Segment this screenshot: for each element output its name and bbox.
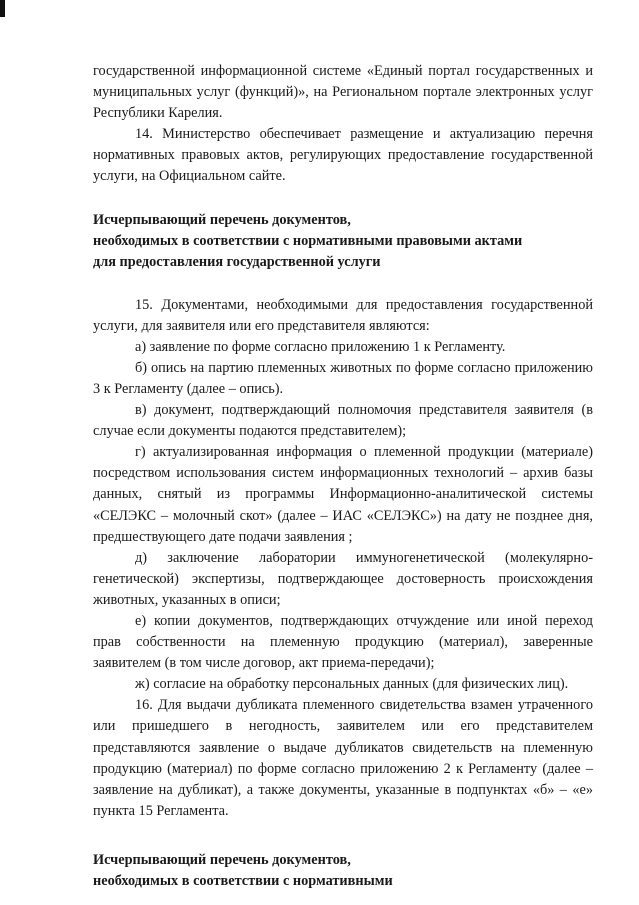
list-item-zh: ж) согласие на обработку персональных данных (для физических лиц).: [135, 676, 569, 693]
heading-line: Исчерпывающий перечень документов,: [93, 851, 351, 868]
heading-line: Исчерпывающий перечень документов,: [93, 211, 351, 228]
list-item-e: е) копии документов, подтверждающих отчуждение или иной переход прав собственности на племенную продукцию (материал), заверенные заявителем (в том числе договор, акт приема-передачи);: [93, 612, 593, 672]
list-item-b: б) опись на партию племенных животных по форме согласно приложению 3 к Регламенту (далее – опись).: [93, 359, 593, 397]
paragraph-14: 14. Министерство обеспечивает размещение и актуализацию перечня нормативных правовых актов, регулирующих предоставление государственной услуги, на Официальном сайте.: [93, 126, 593, 185]
list-item-a: а) заявление по форме согласно приложению 1 к Регламенту.: [135, 338, 506, 355]
list-item-v: в) документ, подтверждающий полномочия представителя заявителя (в случае если документы подаются представителем);: [93, 402, 593, 440]
paragraph-16: 16. Для выдачи дубликата племенного свидетельства взамен утраченного или пришедшего в негодность, заявителем или его представителем представляются заявление о выдаче дубликатов свидетельств на племенную продукцию (материал) по форме согласно приложению 2 к Регламенту (далее – заявление на дубликат), а также документы, указанные в подпунктах «б» – «е» пункта 15 Регламента.: [93, 697, 593, 819]
heading-line: для предоставления государственной услуги: [93, 253, 381, 270]
document-page: [93, 61, 593, 892]
paragraph-continuation: государственной информационной системе «Единый портал государственных и муниципальных услуг (функций)», на Региональном портале электронных услуг Республики Карелия.: [93, 63, 593, 122]
section-heading-documents-2: [93, 850, 593, 892]
scan-edge-mark: [0, 0, 5, 17]
list-item-d: д) заключение лаборатории иммуногенетической (молекулярно-генетической) экспертизы, подтверждающее достоверность происхождения животных, указанных в описи;: [93, 549, 593, 608]
paragraph-15: 15. Документами, необходимыми для предоставления государственной услуги, для заявителя или его представителя являются:: [93, 296, 593, 334]
heading-line: необходимых в соответствии с нормативными: [93, 872, 393, 889]
heading-line: необходимых в соответствии с нормативными правовыми актами: [93, 232, 523, 249]
section-heading-documents: [93, 210, 593, 273]
list-item-g: г) актуализированная информация о племенной продукции (материале) посредством использования систем информационных технологий – архив базы данных, снятый из программы Информационно-аналитической системы «СЕЛЭКС – молочный скот» (далее – ИАС «СЕЛЭКС») на дату не позднее дня, предшествующего дате подачи заявления ;: [93, 444, 593, 545]
